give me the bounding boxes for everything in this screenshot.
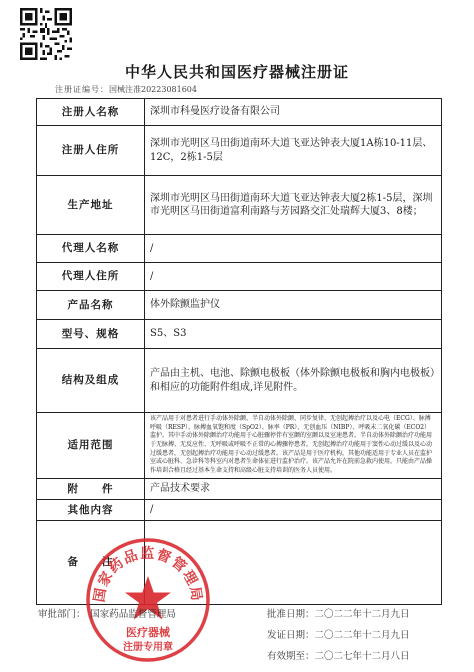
table-row	[37, 263, 442, 291]
row-value: 产品由主机、电池、除颤电极板（体外除颤电极板和胸内电极板）和相应的功能附件组成,详见附件。	[145, 349, 442, 413]
row-key: 生产地址	[37, 176, 145, 235]
page-title: 中华人民共和国医疗器械注册证	[124, 63, 349, 81]
row-value: 体外除颤监护仪	[145, 291, 442, 320]
row-key: 适用范围	[37, 413, 145, 479]
expiry-date: 有效期至：二〇二七年十二月八日	[267, 651, 410, 662]
registration-number-value: 国械注准20223081604	[109, 85, 197, 94]
table-row	[37, 478, 442, 499]
approval-date: 批准日期：二〇二二年十二月九日	[267, 609, 410, 620]
row-key: 注册人住所	[37, 126, 145, 176]
row-value: /	[145, 235, 442, 263]
row-value: /	[145, 263, 442, 291]
row-value: 该产品用于对患者进行手动体外除颤、半自动体外除颤、同步复律、无创起搏治疗以及心电（ECG）、脉搏呼吸（RESP）、脉搏血氧饱和度（SpO2）、脉率（PR）、无创血压（NIBP）、呼吸末二氧化碳（ECO2）监护。其中手动体外除颤治疗功能用于心脏骤停伴有室颤的室颤以及室速患者，半自动体外除颤治疗功能用于无脉搏、无反应性、无呼吸或呼吸不正常的心搏骤停患者，无创起搏治疗功能用于窦性心动过缓以及心动过缓患者，无创起搏治疗功能用于心动过缓患者。该产品是用于医疗机构，其他功能适用于专业人员在监护室或心脏科、急诊科等科室内对患者生命体征进行监护治疗。该产品允许在院前急救内使用，只能由产品操作培训合格且经过基本生命支持和高级心脏支持培训的医务人员使用。	[145, 413, 442, 479]
official-seal-icon	[84, 536, 212, 664]
certificate-table	[36, 98, 442, 605]
qr-code-icon	[20, 8, 72, 60]
table-row	[37, 349, 442, 413]
table-row	[37, 499, 442, 520]
row-key: 备 注	[37, 520, 145, 604]
table-row	[37, 235, 442, 263]
row-key: 附 件	[37, 478, 145, 499]
registration-number-label: 注册证编号：	[55, 85, 109, 94]
table-row	[37, 126, 442, 176]
table-row	[37, 99, 442, 126]
row-value: 深圳市科曼医疗设备有限公司	[145, 99, 442, 126]
row-key: 型号、规格	[37, 320, 145, 349]
row-key: 其他内容	[37, 499, 145, 520]
issue-date: 发证日期：二〇二二年十二月九日	[267, 630, 410, 641]
row-value: /	[145, 499, 442, 520]
table-row	[37, 320, 442, 349]
row-value: 深圳市光明区马田街道南环大道飞亚达钟表大厦1A栋10-11层、12C，2栋1-5层	[145, 126, 442, 176]
row-key: 代理人住所	[37, 263, 145, 291]
table-row	[37, 176, 442, 235]
table-row	[37, 413, 442, 479]
row-value: 产品技术要求	[145, 478, 442, 499]
row-key: 结构及组成	[37, 349, 145, 413]
review-department: 审批部门： 国家药品监督管理局	[38, 609, 176, 620]
registration-number	[55, 84, 197, 95]
row-value: S5、S3	[145, 320, 442, 349]
seal-text: 国家药品监督管理局	[91, 546, 205, 604]
row-value: 深圳市光明区马田街道南环大道飞亚达钟表大厦2栋1-5层，深圳市光明区马田街道富利南路与芳园路交汇处瑞辉大厦3、8楼；	[145, 176, 442, 235]
table-row	[37, 291, 442, 320]
seal-inner-text-2: 注册专用章	[123, 642, 173, 653]
row-key: 代理人名称	[37, 235, 145, 263]
row-key: 注册人名称	[37, 99, 145, 126]
row-key: 产品名称	[37, 291, 145, 320]
seal-inner-text: 医疗器械	[126, 626, 170, 639]
